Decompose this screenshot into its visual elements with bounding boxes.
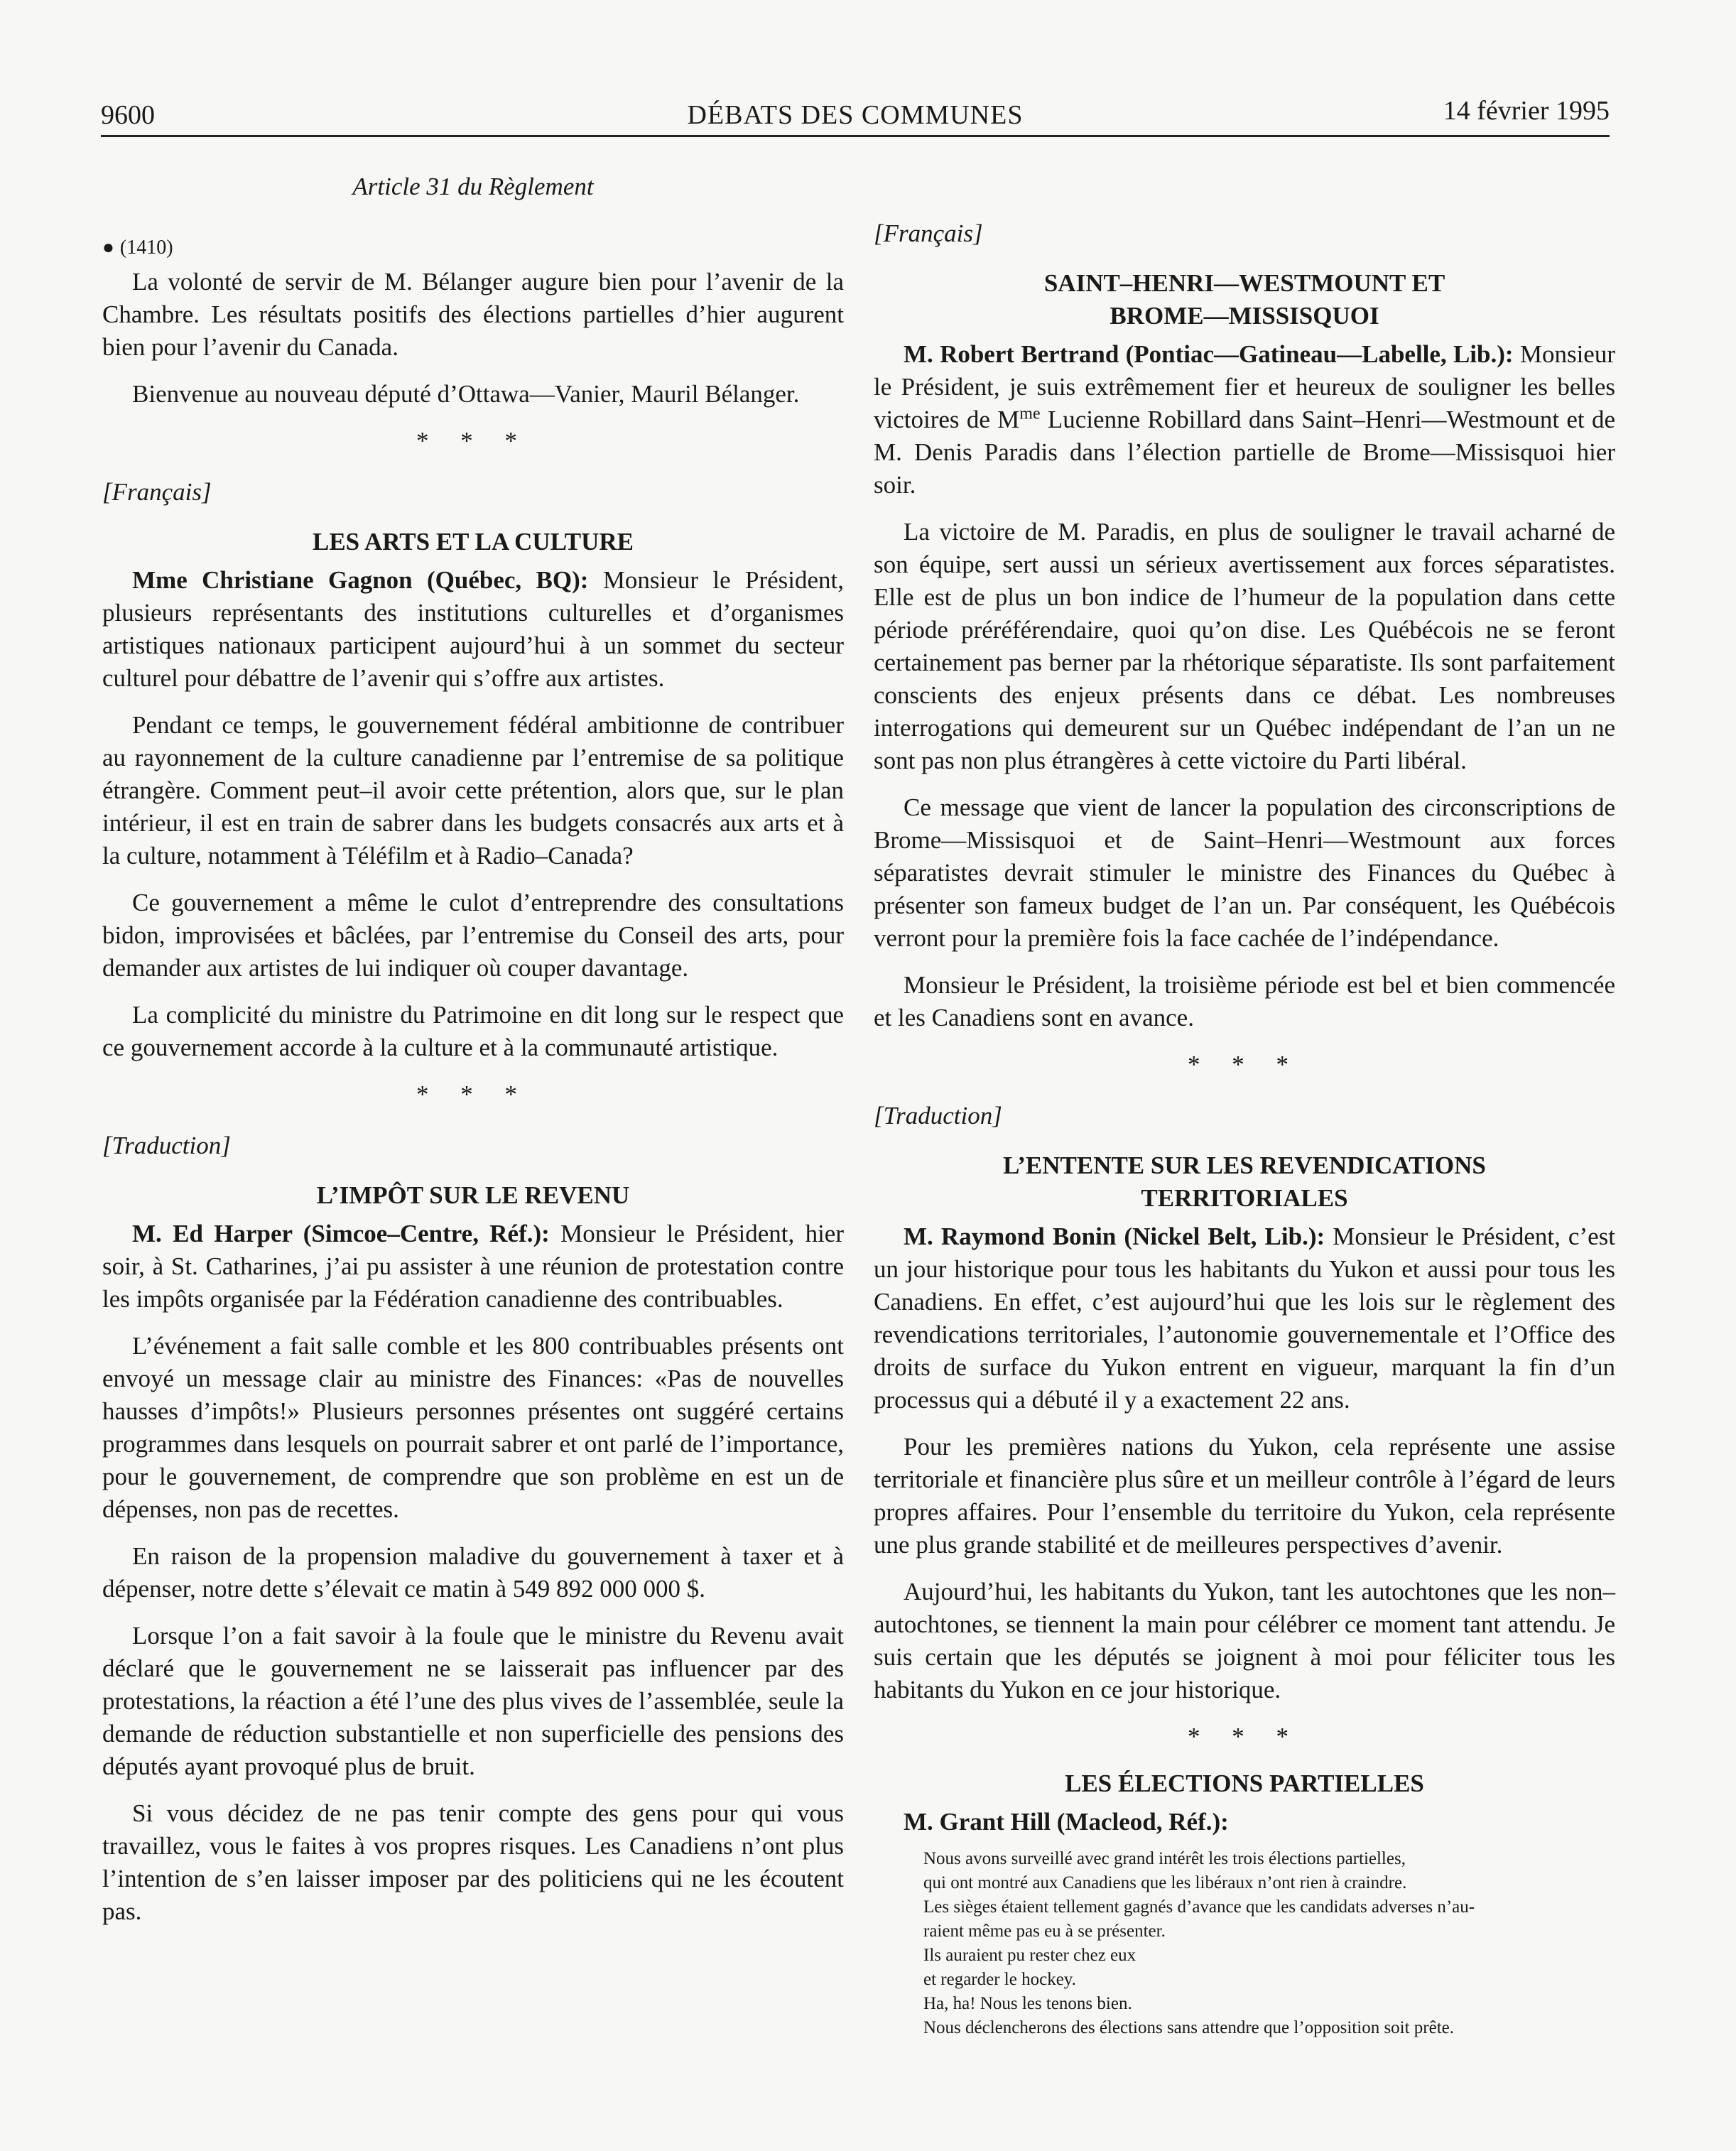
- speech-paragraph: [102, 564, 844, 695]
- page-header: [101, 92, 1610, 137]
- speaker-name: M. Ed Harper (Simcoe–Centre, Réf.):: [132, 1220, 550, 1247]
- section-separator: * * *: [416, 427, 530, 455]
- speaker-line: [904, 1806, 1615, 1838]
- section-separator: * * *: [1188, 1723, 1301, 1750]
- paragraph: L’événement a fait salle comble et les 800 contribuables présents ont envoyé un message clair au ministre des Finances: «Pas de nouvelles hausses d’impôts!» Plusieurs personnes présentes ont suggéré certains programmes dans lesquels on pourrait sabrer et ont parlé de l’importance, pour le gouvernement, de comprendre que son problème en est un de dépenses, non pas de recettes.: [102, 1332, 844, 1523]
- speech-text: Monsieur le Président, plusieurs représentants des institutions culturelles et d’organismes artistiques nationaux participent aujourd’hui à un sommet du secteur culturel pour débattre de l’avenir qui s’offre aux artistes.: [102, 566, 844, 692]
- verse-line: Ha, ha! Nous les tenons bien.: [923, 1994, 1132, 2013]
- verse-line: Nous déclencherons des élections sans attendre que l’opposition soit prête.: [923, 2018, 1455, 2037]
- section-heading-line: L’ENTENTE SUR LES REVENDICATIONS: [1003, 1152, 1486, 1179]
- speaker-name: M. Raymond Bonin (Nickel Belt, Lib.):: [904, 1223, 1325, 1250]
- paragraph: En raison de la propension maladive du gouvernement à taxer et à dépenser, notre dette s’élevait ce matin à 549 892 000 000 $.: [102, 1542, 844, 1603]
- speech-paragraph: [874, 338, 1615, 502]
- speaker-name: M. Grant Hill (Macleod, Réf.):: [904, 1808, 1229, 1836]
- verse-line: qui ont montré aux Canadiens que les libéraux n’ont rien à craindre.: [923, 1873, 1407, 1892]
- section-heading-line: TERRITORIALES: [1141, 1184, 1348, 1212]
- superscript: me: [1019, 404, 1041, 423]
- paragraph: Bienvenue au nouveau député d’Ottawa—Vanier, Mauril Bélanger.: [132, 380, 800, 408]
- language-note: [Traduction]: [874, 1102, 1002, 1129]
- speaker-name: M. Robert Bertrand (Pontiac—Gatineau—Labelle, Lib.):: [904, 340, 1514, 368]
- speech-text: Monsieur le Président, c’est un jour historique pour tous les habitants du Yukon et aussi pour tous les Canadiens. En effet, c’est aujourd’hui que les lois sur le règlement des revendications territoriales, l’autonomie gouvernementale et l’Office des droits de surface du Yukon entrent en vigueur, marquant la fin d’un processus qui a débuté il y a exactement 22 ans.: [874, 1223, 1615, 1414]
- left-column: [102, 170, 844, 1942]
- section-heading-line: SAINT–HENRI—WESTMOUNT ET: [1043, 269, 1445, 297]
- section-heading: L’IMPÔT SUR LE REVENU: [316, 1181, 630, 1209]
- verse-line: Nous avons surveillé avec grand intérêt les trois élections partielles,: [923, 1849, 1406, 1868]
- verse-line: raient même pas eu à se présenter.: [923, 1922, 1166, 1941]
- verse-line: Ils auraient pu rester chez eux: [923, 1946, 1136, 1965]
- paragraph: Aujourd’hui, les habitants du Yukon, tant les autochtones que les non–autochtones, se tiennent la main pour célébrer ce moment tant attendu. Je suis certain que les députés se joignent à moi pour féliciter tous les habitants du Yukon en ce jour historique.: [874, 1578, 1615, 1703]
- speaker-name: Mme Christiane Gagnon (Québec, BQ):: [132, 566, 589, 594]
- time-label: (1410): [119, 237, 173, 259]
- bullet-icon: ●: [102, 237, 114, 259]
- issue-date: 14 février 1995: [1443, 96, 1610, 126]
- section-heading: LES ARTS ET LA CULTURE: [312, 528, 634, 556]
- paragraph: La volonté de servir de M. Bélanger augure bien pour l’avenir de la Chambre. Les résultats positifs des élections partielles d’hier augurent bien pour l’avenir du Canada.: [102, 268, 844, 361]
- speech-text: Monsieur le Président, je suis extrêmement fier et heureux de souligner les belles victoires de M: [874, 340, 1615, 433]
- speech-text: Lucienne Robillard dans Saint–Henri—Westmount et de M. Denis Paradis dans l’élection partielle de Brome—Missisquoi hier soir.: [874, 406, 1615, 499]
- section-heading: LES ÉLECTIONS PARTIELLES: [1065, 1770, 1424, 1797]
- section-separator: * * *: [1188, 1051, 1301, 1078]
- rubric: Article 31 du Règlement: [352, 173, 594, 200]
- paragraph: La complicité du ministre du Patrimoine en dit long sur le respect que ce gouvernement accorde à la culture et à la communauté artistique.: [102, 1001, 844, 1061]
- paragraph: Pour les premières nations du Yukon, cela représente une assise territoriale et financière plus sûre et un meilleur contrôle à l’égard de leurs propres affaires. Pour l’ensemble du territoire du Yukon, cela représente une plus grande stabilité et de meilleures perspectives d’avenir.: [874, 1433, 1615, 1559]
- paragraph: Si vous décidez de ne pas tenir compte des gens pour qui vous travaillez, vous le faites à vos propres risques. Les Canadiens n’ont plus l’intention de s’en laisser imposer par des politiciens qui ne les écoutent pas.: [102, 1799, 844, 1925]
- section-heading: [874, 1149, 1615, 1215]
- language-note: [Français]: [874, 220, 983, 247]
- paragraph: Monsieur le Président, la troisième période est bel et bien commencée et les Canadiens sont en avance.: [874, 971, 1615, 1031]
- language-note: [Traduction]: [102, 1132, 231, 1159]
- right-column: [874, 170, 1615, 2040]
- verse-line: et regarder le hockey.: [923, 1970, 1076, 1989]
- paragraph: Ce gouvernement a même le culot d’entreprendre des consultations bidon, improvisées et bâclées, par l’entremise du Conseil des arts, pour demander aux artistes de lui indiquer où couper davantage.: [102, 889, 844, 982]
- speech-text: Monsieur le Président, hier soir, à St. Catharines, j’ai pu assister à une réunion de protestation contre les impôts organisée par la Fédération canadienne des contribuables.: [102, 1220, 844, 1313]
- time-marker: [102, 232, 844, 264]
- section-heading: [874, 267, 1615, 332]
- section-heading-line: BROME—MISSISQUOI: [1110, 302, 1379, 330]
- paragraph: Lorsque l’on a fait savoir à la foule que le ministre du Revenu avait déclaré que le gouvernement ne se laisserait pas influencer par des protestations, la réaction a été l’une des plus vives de l’assemblée, seule la demande de réduction substantielle et non superficielle des pensions des députés ayant provoqué plus de bruit.: [102, 1622, 844, 1780]
- page-number: 9600: [101, 100, 155, 130]
- language-note: [Français]: [102, 478, 212, 506]
- verse-line: Les sièges étaient tellement gagnés d’avance que les candidats adverses n’au-: [923, 1897, 1475, 1917]
- speech-paragraph: [874, 1220, 1615, 1416]
- publication-title: DÉBATS DES COMMUNES: [687, 100, 1024, 130]
- paragraph: La victoire de M. Paradis, en plus de souligner le travail acharné de son équipe, sert aussi un sérieux avertissement aux forces séparatistes. Elle est de plus un bon indice de l’humeur de la population dans cette période préréférendaire, quoi qu’on dise. Les Québécois ne se feront certainement pas berner par la rhétorique séparatiste. Ils sont parfaitement conscients des enjeux présents dans ce débat. Les nombreuses interrogations qui demeurent sur un Québec indépendant de l’an un ne sont pas non plus étrangères à cette victoire du Parti libéral.: [874, 518, 1615, 774]
- paragraph: Ce message que vient de lancer la population des circonscriptions de Brome—Missisquoi et de Saint–Henri—Westmount aux forces séparatistes devrait stimuler le ministre des Finances du Québec à présenter son fameux budget de l’an un. Par conséquent, les Québécois verront pour la première fois la face cachée de l’indépendance.: [874, 793, 1615, 952]
- section-separator: * * *: [416, 1080, 530, 1108]
- speech-paragraph: [102, 1218, 844, 1316]
- paragraph: Pendant ce temps, le gouvernement fédéral ambitionne de contribuer au rayonnement de la culture canadienne par l’entremise de sa politique étrangère. Comment peut–il avoir cette prétention, alors que, sur le plan intérieur, il est en train de sabrer dans les budgets consacrés aux arts et à la culture, notamment à Téléfilm et à Radio–Canada?: [102, 711, 844, 869]
- verse-block: [923, 1847, 1615, 2040]
